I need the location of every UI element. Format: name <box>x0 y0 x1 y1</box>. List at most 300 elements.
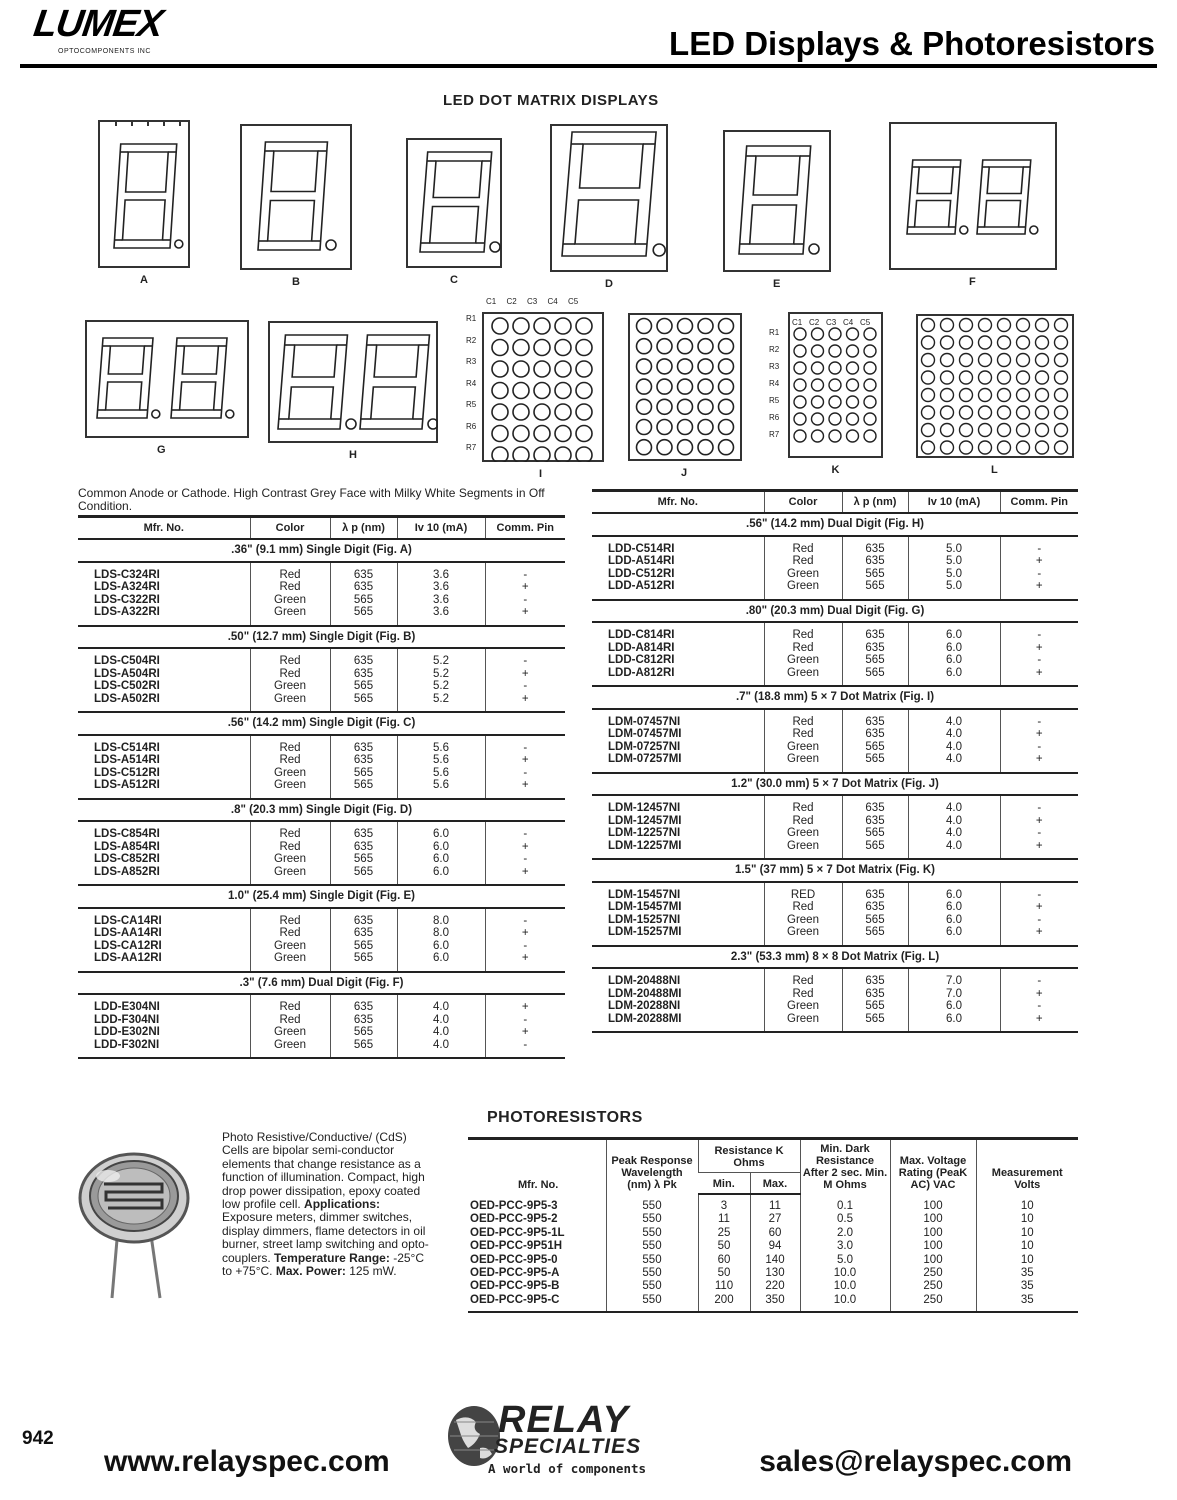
table-cell: 4.0 <box>908 728 1000 741</box>
led-dot <box>998 406 1011 419</box>
table-cell: 565 <box>330 779 397 799</box>
table-cell: Red <box>250 581 330 594</box>
table-cell: 6.0 <box>908 667 1000 687</box>
led-dot <box>1017 406 1030 419</box>
led-dot <box>1017 441 1030 454</box>
led-dot <box>829 379 841 391</box>
table-cell: + <box>1000 815 1078 828</box>
col-dark-resistance: Min. Dark Resistance After 2 sec. Min. M Ohms <box>800 1139 890 1195</box>
table-cell: LDM-07257NI <box>608 740 681 753</box>
table-cell: Green <box>250 779 330 799</box>
table-cell: 565 <box>330 693 397 713</box>
table-cell: 11 <box>750 1194 800 1213</box>
table-cell: 100 <box>890 1213 976 1226</box>
table-cell: - <box>485 767 565 780</box>
table-row <box>468 1254 1078 1267</box>
table-cell: + <box>1000 580 1078 600</box>
table-cell: 4.0 <box>908 815 1000 828</box>
table-cell: 250 <box>890 1280 976 1293</box>
table-cell: + <box>1000 1013 1078 1033</box>
table-row <box>78 779 565 799</box>
table-cell: LDS-A854RI <box>94 840 160 853</box>
table-cell: 550 <box>606 1240 698 1253</box>
email-link[interactable]: sales@relayspec.com <box>759 1445 1072 1478</box>
led-dot <box>698 359 713 374</box>
table-cell: 565 <box>330 767 397 780</box>
table-cell: OED-PCC-9P5-A <box>470 1267 560 1280</box>
led-dot <box>698 399 713 414</box>
table-cell: 550 <box>606 1254 698 1267</box>
table-cell: Red <box>250 754 330 767</box>
col-header: λ p (nm) <box>330 517 397 540</box>
table-cell: 565 <box>330 1026 397 1039</box>
table-cell: LDD-C812RI <box>608 654 675 666</box>
table-row <box>78 952 565 972</box>
led-dot <box>998 424 1011 437</box>
row-label: R3 <box>769 362 780 371</box>
column-label: C2 <box>809 318 820 327</box>
row-label: R5 <box>769 396 780 405</box>
led-dot <box>492 426 508 442</box>
led-dot <box>657 379 672 394</box>
table-cell: + <box>485 754 565 767</box>
table-cell: Green <box>764 827 842 840</box>
decimal-point <box>809 244 819 254</box>
led-dot <box>576 318 592 334</box>
led-dot <box>657 359 672 374</box>
decimal-point <box>490 242 500 252</box>
table-cell: 635 <box>842 709 908 729</box>
table-cell: + <box>485 668 565 681</box>
table-cell: 6.0 <box>908 926 1000 946</box>
led-dot <box>657 440 672 455</box>
table-cell: Red <box>250 668 330 681</box>
table-cell: Green <box>764 753 842 773</box>
dot-matrix-section-title: LED DOT MATRIX DISPLAYS <box>443 92 659 109</box>
led-dot <box>1036 389 1049 402</box>
table-cell: + <box>1000 840 1078 860</box>
table-row <box>78 594 565 607</box>
table-cell: 4.0 <box>397 1039 485 1059</box>
table-cell: 4.0 <box>908 709 1000 729</box>
table-cell: Green <box>764 580 842 600</box>
group-header <box>592 686 1078 709</box>
led-dot <box>794 396 806 408</box>
table-cell: 3.6 <box>397 562 485 582</box>
table-cell: LDM-12457MI <box>608 814 682 827</box>
led-dot <box>960 319 973 332</box>
group-title: .36" (9.1 mm) Single Digit (Fig. A) <box>78 539 565 562</box>
led-dot <box>960 389 973 402</box>
group-title: .56" (14.2 mm) Dual Digit (Fig. H) <box>592 513 1078 536</box>
table-cell: + <box>1000 728 1078 741</box>
table-row <box>592 709 1078 729</box>
table-cell: Red <box>764 536 842 556</box>
table-cell: 565 <box>842 654 908 667</box>
table-cell: - <box>485 594 565 607</box>
table-cell: LDS-C504RI <box>94 655 160 667</box>
table-cell: OED-PCC-9P5-0 <box>470 1253 558 1266</box>
table-cell: - <box>485 648 565 668</box>
col-voltage: Max. Voltage Rating (PeaK AC) VAC <box>890 1139 976 1195</box>
table-cell: - <box>1000 882 1078 902</box>
led-dot <box>1036 354 1049 367</box>
group-title: .56" (14.2 mm) Single Digit (Fig. C) <box>78 712 565 735</box>
led-dot <box>492 318 508 334</box>
table-cell: - <box>1000 968 1078 988</box>
table-cell: Green <box>250 866 330 886</box>
led-dot <box>1055 319 1068 332</box>
table-cell: 140 <box>750 1254 800 1267</box>
led-dot <box>829 362 841 374</box>
table-cell: + <box>485 866 565 886</box>
figure-d <box>550 124 668 272</box>
figure-b <box>240 124 352 270</box>
led-dot <box>513 318 529 334</box>
group-title: .8" (20.3 mm) Single Digit (Fig. D) <box>78 799 565 822</box>
figure-label: L <box>991 464 998 476</box>
led-dot <box>998 371 1011 384</box>
display-note: Common Anode or Cathode. High Contrast Grey Face with Milky White Segments in Off Condition. <box>78 486 545 513</box>
brand-subtitle: OPTOCOMPONENTS INC <box>58 48 151 55</box>
group-title: .50" (12.7 mm) Single Digit (Fig. B) <box>78 626 565 649</box>
row-label: R7 <box>769 430 780 439</box>
led-dot <box>555 426 571 442</box>
table-row <box>78 693 565 713</box>
table-row <box>78 866 565 886</box>
table-cell: 635 <box>842 968 908 988</box>
led-dot <box>1036 406 1049 419</box>
table-cell: Red <box>764 968 842 988</box>
table-cell: 27 <box>750 1213 800 1226</box>
table-cell: + <box>1000 667 1078 687</box>
lumex-logo <box>31 3 244 66</box>
table-cell: LDM-07457MI <box>608 728 682 740</box>
table-row <box>78 767 565 780</box>
column-label: C5 <box>860 318 871 327</box>
table-row <box>468 1194 1078 1213</box>
table-cell: - <box>485 562 565 582</box>
digit-segments <box>114 144 183 248</box>
led-dot <box>979 406 992 419</box>
led-dot <box>719 319 734 334</box>
table-cell: 8.0 <box>397 908 485 928</box>
table-cell: Red <box>764 988 842 1001</box>
table-cell: LDM-20288MI <box>592 1013 764 1033</box>
group-title: 1.2" (30.0 mm) 5 × 7 Dot Matrix (Fig. J) <box>592 773 1078 796</box>
figure-label: H <box>349 449 357 461</box>
led-dot <box>979 319 992 332</box>
table-cell: Green <box>250 1026 330 1039</box>
led-dot <box>922 354 935 367</box>
figure-a <box>98 120 190 268</box>
table-cell: LDM-12257MI <box>592 840 764 860</box>
group-header <box>78 972 565 995</box>
group-header <box>78 539 565 562</box>
table-cell: 7.0 <box>908 988 1000 1001</box>
table-row <box>592 815 1078 828</box>
led-dot <box>1036 371 1049 384</box>
table-cell: 565 <box>330 606 397 626</box>
led-dot <box>534 318 550 334</box>
led-dot <box>812 362 824 374</box>
figure-label: D <box>605 278 613 290</box>
led-dot <box>922 441 935 454</box>
table-row <box>78 735 565 755</box>
table-cell: + <box>485 927 565 940</box>
led-dot <box>812 430 824 442</box>
digit-segments <box>360 335 438 429</box>
table-cell: 635 <box>330 648 397 668</box>
table-cell: Green <box>250 680 330 693</box>
table-cell: Red <box>764 622 842 642</box>
table-cell: 50 <box>698 1240 750 1253</box>
led-dot <box>534 383 550 399</box>
col-header: Comm. Pin <box>1000 491 1078 514</box>
table-row <box>78 994 565 1014</box>
led-dot <box>513 426 529 442</box>
table-cell: 5.2 <box>397 668 485 681</box>
led-dot <box>864 362 876 374</box>
table-cell: 635 <box>842 795 908 815</box>
relay-specialties-logo <box>446 1400 696 1482</box>
col-peak: Peak Response Wavelength (nm) λ Pk <box>606 1139 698 1195</box>
led-dot <box>534 340 550 356</box>
table-cell: 5.6 <box>397 735 485 755</box>
led-dot <box>922 389 935 402</box>
table-row <box>592 536 1078 556</box>
table-cell: Green <box>250 594 330 607</box>
table-cell: 565 <box>842 840 908 860</box>
table-cell: 3.6 <box>397 594 485 607</box>
table-row <box>78 1039 565 1059</box>
table-cell: 35 <box>976 1267 1078 1280</box>
led-dot <box>534 426 550 442</box>
led-dot <box>555 361 571 377</box>
table-cell: LDS-AA14RI <box>94 927 162 939</box>
led-dot <box>941 406 954 419</box>
column-label: C1 <box>486 297 497 306</box>
led-dot <box>1017 319 1030 332</box>
group-header <box>78 626 565 649</box>
table-row <box>592 795 1078 815</box>
table-cell: Red <box>764 642 842 655</box>
table-cell: 250 <box>890 1294 976 1312</box>
led-dot <box>847 328 859 340</box>
table-cell: LDS-C502RI <box>94 680 160 692</box>
table-cell: 635 <box>842 988 908 1001</box>
table-cell: + <box>1000 555 1078 568</box>
table-cell: 10 <box>976 1240 1078 1253</box>
table-cell: 5.0 <box>908 568 1000 581</box>
table-row <box>78 680 565 693</box>
led-dot <box>719 399 734 414</box>
table-cell: 5.0 <box>908 536 1000 556</box>
figure-label: E <box>773 278 781 290</box>
logo-tagline: A world of components <box>488 1461 647 1476</box>
table-cell: 6.0 <box>908 901 1000 914</box>
led-dot <box>1055 424 1068 437</box>
column-label: C5 <box>568 297 579 306</box>
table-cell: 10.0 <box>800 1294 890 1312</box>
led-dot <box>1017 371 1030 384</box>
table-cell: 5.6 <box>397 767 485 780</box>
table-cell: 6.0 <box>908 622 1000 642</box>
led-dot <box>1055 406 1068 419</box>
table-cell: Green <box>250 1039 330 1059</box>
table-cell: 635 <box>330 927 397 940</box>
row-label: R6 <box>769 413 780 422</box>
table-cell: 6.0 <box>397 866 485 886</box>
group-title: .7" (18.8 mm) 5 × 7 Dot Matrix (Fig. I) <box>592 686 1078 709</box>
led-dot <box>678 420 693 435</box>
led-dot <box>941 336 954 349</box>
table-cell: OED-PCC-9P5-3 <box>470 1199 558 1212</box>
led-dot <box>698 319 713 334</box>
photoresistors-title: PHOTORESISTORS <box>487 1109 643 1126</box>
table-row <box>592 1013 1078 1033</box>
table-cell: 565 <box>330 866 397 886</box>
figure-e <box>723 130 831 272</box>
table-cell: 565 <box>330 594 397 607</box>
table-cell: LDS-A504RI <box>94 667 160 680</box>
table-row <box>592 753 1078 773</box>
table-cell: 6.0 <box>908 882 1000 902</box>
led-dot <box>979 354 992 367</box>
table-cell: 550 <box>606 1194 698 1213</box>
table-row <box>78 581 565 594</box>
description-intro: Photo Resistive/Conductive/ (CdS) Cells are bipolar semi-conductor elements that change resistance as a function of illumination. Compact, high drop power dissipation, epoxy coated low profile cell. <box>222 1130 425 1212</box>
table-cell: 565 <box>842 568 908 581</box>
table-cell: 0.5 <box>800 1213 890 1226</box>
table-cell: 635 <box>842 622 908 642</box>
led-dot <box>979 371 992 384</box>
led-dot <box>847 396 859 408</box>
table-cell: Green <box>764 840 842 860</box>
table-cell: LDM-20288NI <box>608 1000 681 1012</box>
table-cell: + <box>1000 901 1078 914</box>
table-cell: + <box>1000 753 1078 773</box>
table-cell: LDD-F302NI <box>78 1039 250 1059</box>
table-cell: + <box>485 779 565 799</box>
led-dot <box>637 319 652 334</box>
led-dot <box>847 345 859 357</box>
table-cell: Green <box>764 914 842 927</box>
website-link[interactable]: www.relayspec.com <box>104 1445 390 1478</box>
row-label: R4 <box>466 378 477 388</box>
temperature-label: Temperature Range: <box>274 1250 390 1265</box>
table-cell: 50 <box>698 1267 750 1280</box>
table-cell: LDD-C512RI <box>608 567 675 580</box>
table-cell: - <box>1000 914 1078 927</box>
table-cell: + <box>485 952 565 972</box>
logo-word-specialties: SPECIALTIES <box>494 1435 642 1458</box>
table-cell: 35 <box>976 1294 1078 1312</box>
figure-i <box>482 312 604 462</box>
group-header <box>592 773 1078 796</box>
table-row <box>592 926 1078 946</box>
table-row <box>78 1026 565 1039</box>
group-title: .80" (20.3 mm) Dual Digit (Fig. G) <box>592 600 1078 623</box>
table-cell: - <box>485 908 565 928</box>
col-mfr: Mfr. No. <box>468 1139 606 1195</box>
table-row <box>592 882 1078 902</box>
led-dot <box>657 420 672 435</box>
led-dot <box>678 359 693 374</box>
table-cell: 565 <box>842 1013 908 1033</box>
led-dot <box>492 340 508 356</box>
table-cell: 8.0 <box>397 927 485 940</box>
led-dot <box>794 379 806 391</box>
table-cell: Green <box>764 1000 842 1013</box>
group-header <box>78 885 565 908</box>
led-dot <box>922 336 935 349</box>
led-dot <box>576 383 592 399</box>
table-cell: 4.0 <box>908 741 1000 754</box>
table-row <box>78 841 565 854</box>
table-cell: 250 <box>890 1267 976 1280</box>
table-cell: 635 <box>842 642 908 655</box>
led-dot <box>829 328 841 340</box>
column-label: C3 <box>527 297 538 306</box>
led-dot <box>576 426 592 442</box>
table-cell: 10 <box>976 1227 1078 1240</box>
led-dot <box>678 319 693 334</box>
table-cell: 4.0 <box>397 1014 485 1027</box>
led-dot <box>794 413 806 425</box>
table-cell: 6.0 <box>397 952 485 972</box>
led-dot <box>941 371 954 384</box>
table-cell: Green <box>250 693 330 713</box>
led-dot <box>998 319 1011 332</box>
led-dot <box>1055 441 1068 454</box>
table-cell: LDS-C512RI <box>94 766 160 779</box>
led-dot <box>1055 354 1068 367</box>
led-dot <box>719 339 734 354</box>
page-number: 942 <box>22 1428 54 1449</box>
led-dot <box>979 336 992 349</box>
led-dot <box>864 413 876 425</box>
table-cell: 3.6 <box>397 606 485 626</box>
table-cell: LDS-C322RI <box>94 593 160 606</box>
led-dot <box>864 396 876 408</box>
led-dot <box>534 404 550 420</box>
led-dot <box>1055 389 1068 402</box>
photoresistor-description <box>222 1131 430 1278</box>
table-cell: LDM-15457NI <box>608 888 681 901</box>
table-cell: LDS-AA12RI <box>78 952 250 972</box>
table-cell: OED-PCC-9P51H <box>470 1240 563 1253</box>
led-dot <box>812 328 824 340</box>
table-row <box>78 648 565 668</box>
table-cell: - <box>1000 536 1078 556</box>
column-label: C3 <box>826 318 837 327</box>
table-cell: 550 <box>606 1213 698 1226</box>
table-cell: 635 <box>842 882 908 902</box>
table-cell: Red <box>250 735 330 755</box>
decimal-point <box>152 410 160 418</box>
table-cell: 3.6 <box>397 581 485 594</box>
table-cell: Green <box>250 767 330 780</box>
led-dot <box>637 399 652 414</box>
led-dot <box>1017 354 1030 367</box>
table-cell: LDD-A814RI <box>608 641 675 654</box>
table-cell: + <box>485 693 565 713</box>
table-cell: LDS-C514RI <box>94 741 160 754</box>
table-row <box>592 555 1078 568</box>
figure-label: J <box>681 467 688 479</box>
led-dot <box>576 361 592 377</box>
